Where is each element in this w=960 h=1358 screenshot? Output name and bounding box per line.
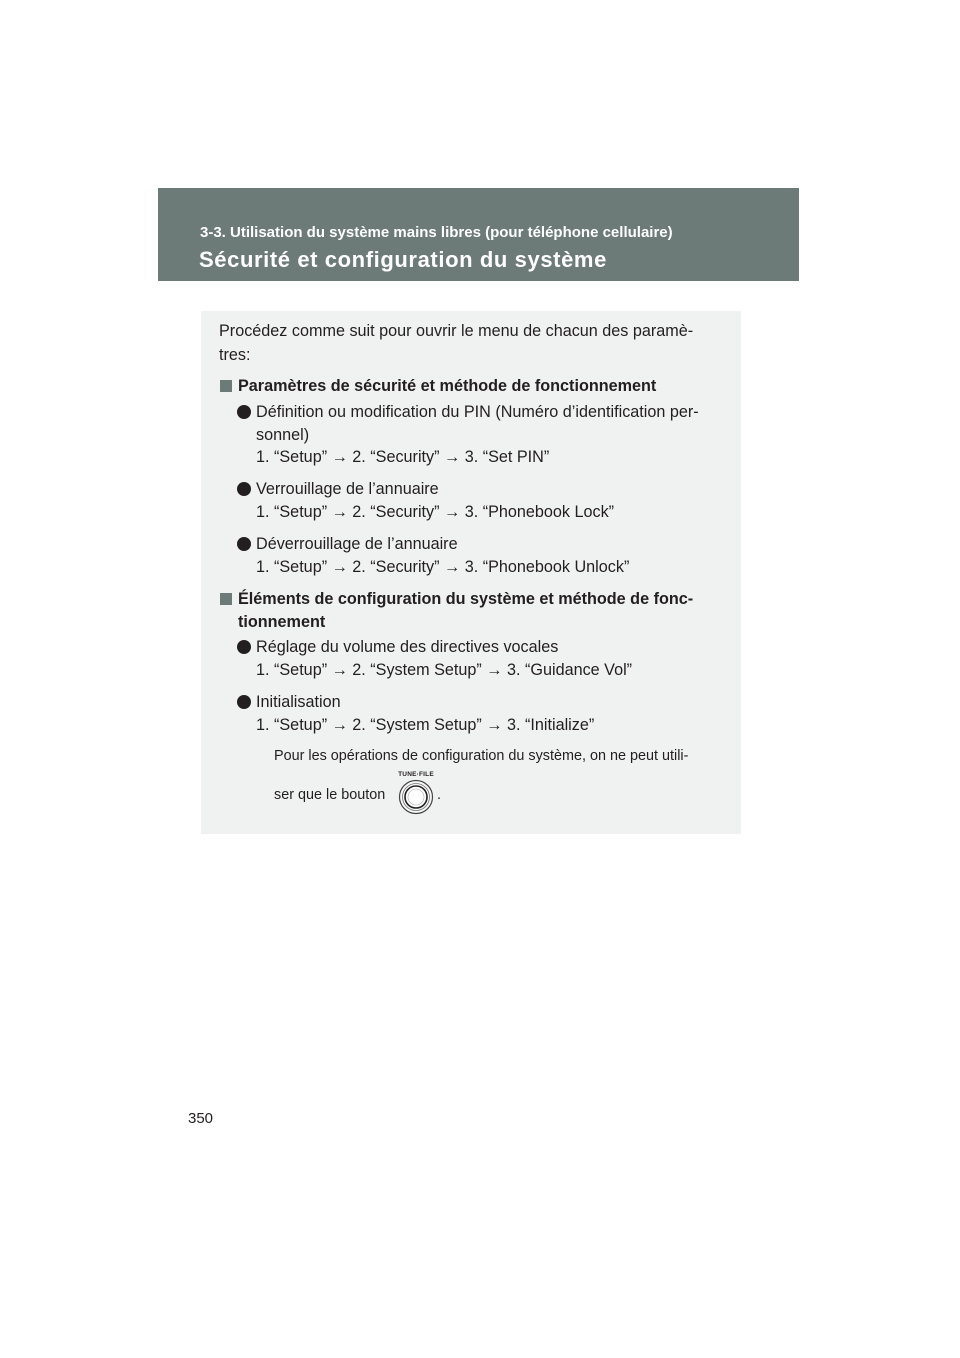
group2-item1-steps: 1. “Setup” → 2. “System Setup” → 3. “Guidance Vol” (256, 661, 633, 679)
group1-item3-title: Déverrouillage de l’annuaire (256, 535, 458, 553)
square-bullet-icon (220, 593, 232, 605)
group1-item1-title-line2: sonnel) (256, 426, 310, 444)
round-bullet-icon (237, 537, 251, 551)
group1-item3-steps: 1. “Setup” → 2. “Security” → 3. “Phonebook Unlock” (256, 558, 630, 576)
group1-item1-steps: 1. “Setup” → 2. “Security” → 3. “Set PIN” (256, 448, 550, 466)
chapter-header (158, 188, 799, 281)
group2-item1-title: Réglage du volume des directives vocales (256, 638, 559, 656)
round-bullet-icon (237, 640, 251, 654)
intro-line-1: Procédez comme suit pour ouvrir le menu de chacun des paramè- (219, 322, 694, 340)
intro-line-2: tres: (219, 346, 251, 364)
square-bullet-icon (220, 380, 232, 392)
group2-heading-line2: tionnement (238, 613, 326, 631)
group1-item2-title: Verrouillage de l’annuaire (256, 480, 439, 498)
group1-heading: Paramètres de sécurité et méthode de fonctionnement (238, 377, 657, 395)
round-bullet-icon (237, 405, 251, 419)
group2-item2-steps: 1. “Setup” → 2. “System Setup” → 3. “Initialize” (256, 716, 595, 734)
note-line-2-suffix: . (437, 787, 441, 803)
content-box (201, 311, 741, 834)
tune-file-knob (396, 771, 436, 815)
group1-item2-steps: 1. “Setup” → 2. “Security” → 3. “Phonebook Lock” (256, 503, 615, 521)
dial-label: TUNE·FILE (398, 771, 434, 778)
tune-file-knob-icon (398, 779, 434, 815)
section-label: 3-3. Utilisation du système mains libres (pour téléphone cellulaire) (200, 224, 673, 241)
group1-item1-title-line1: Définition ou modification du PIN (Numéro d’identification per- (256, 403, 699, 421)
page-number: 350 (188, 1110, 214, 1127)
note-line-2-prefix: ser que le bouton (274, 787, 386, 803)
group2-item2-title: Initialisation (256, 693, 341, 711)
page-title: Sécurité et configuration du système (199, 247, 607, 272)
round-bullet-icon (237, 695, 251, 709)
note-line-1: Pour les opérations de configuration du système, on ne peut utili- (274, 748, 689, 764)
round-bullet-icon (237, 482, 251, 496)
group2-heading-line1: Éléments de configuration du système et méthode de fonc- (238, 590, 694, 608)
